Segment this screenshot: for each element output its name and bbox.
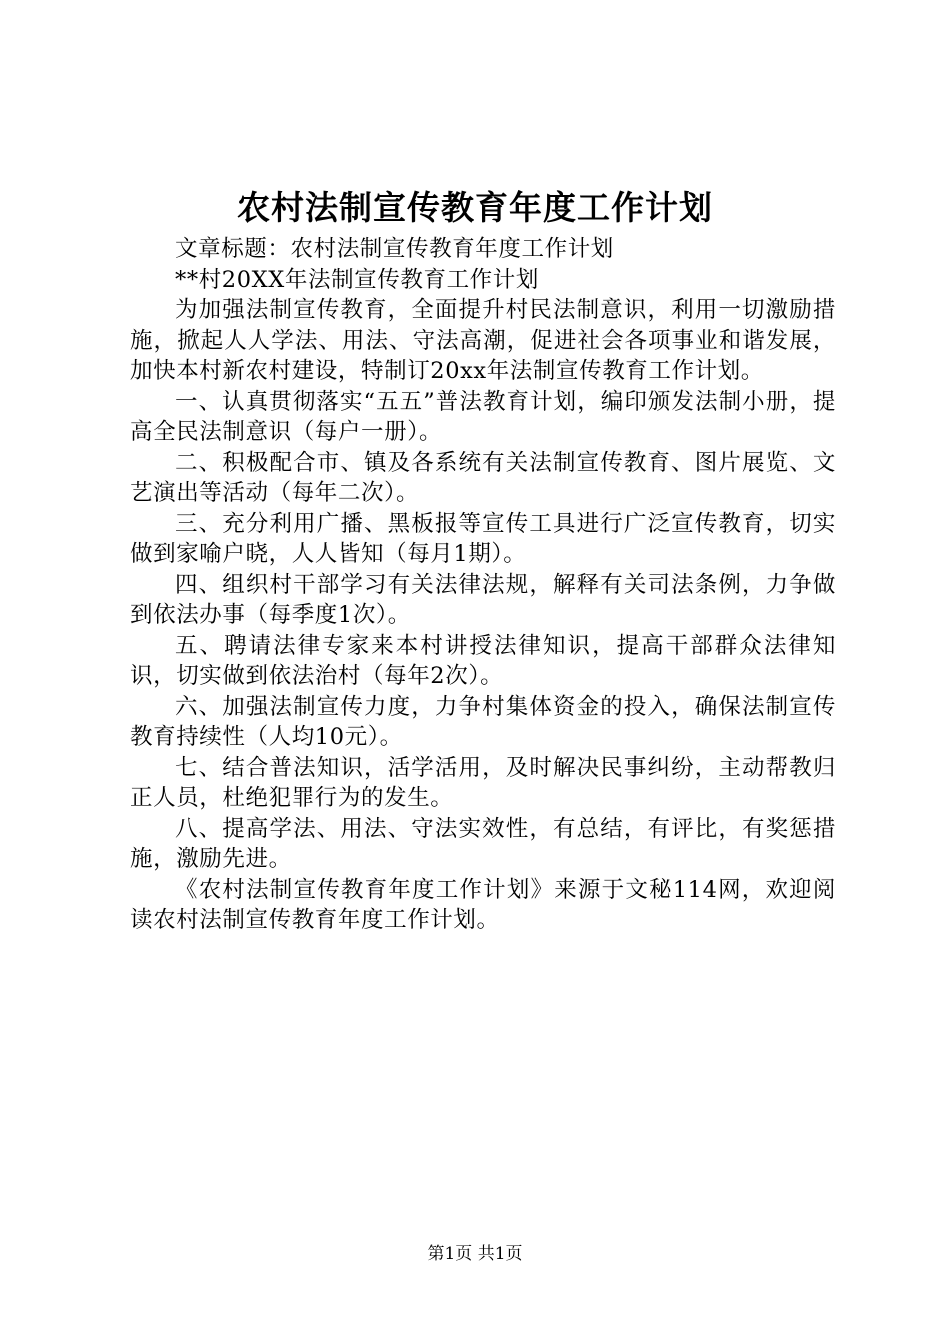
document-body <box>130 234 836 936</box>
plan-item-7: 七、结合普法知识，活学活用，及时解决民事纠纷，主动帮教归正人员，杜绝犯罪行为的发生。 <box>130 754 836 811</box>
document-title: 农村法制宣传教育年度工作计划 <box>237 188 713 227</box>
plan-item-3: 三、充分利用广播、黑板报等宣传工具进行广泛宣传教育，切实做到家喻户晓，人人皆知（每月1期）。 <box>130 510 836 567</box>
plan-item-5: 五、聘请法律专家来本村讲授法律知识，提高干部群众法律知识，切实做到依法治村（每年2次）。 <box>130 632 836 689</box>
plan-item-2: 二、积极配合市、镇及各系统有关法制宣传教育、图片展览、文艺演出等活动（每年二次）。 <box>130 449 836 506</box>
article-title-line: 文章标题：农村法制宣传教育年度工作计划 <box>175 236 614 262</box>
plan-item-8: 八、提高学法、用法、守法实效性，有总结，有评比，有奖惩措施，激励先进。 <box>130 815 836 872</box>
source-note: 《农村法制宣传教育年度工作计划》来源于文秘114网，欢迎阅读农村法制宣传教育年度工作计划。 <box>130 876 836 933</box>
page-footer: 第1页 共1页 <box>427 1244 523 1264</box>
intro-paragraph: 为加强法制宣传教育，全面提升村民法制意识，利用一切激励措施，掀起人人学法、用法、守法高潮，促进社会各项事业和谐发展，加快本村新农村建设，特制订20xx年法制宣传教育工作计划。 <box>130 297 836 384</box>
plan-item-4: 四、组织村干部学习有关法律法规，解释有关司法条例，力争做到依法办事（每季度1次）。 <box>130 571 836 628</box>
plan-subtitle: **村20XX年法制宣传教育工作计划 <box>175 266 539 293</box>
plan-item-1: 一、认真贯彻落实“五五”普法教育计划，编印颁发法制小册，提高全民法制意识（每户一册）。 <box>130 388 836 445</box>
plan-item-6: 六、加强法制宣传力度，力争村集体资金的投入，确保法制宣传教育持续性（人均10元）。 <box>130 693 836 750</box>
